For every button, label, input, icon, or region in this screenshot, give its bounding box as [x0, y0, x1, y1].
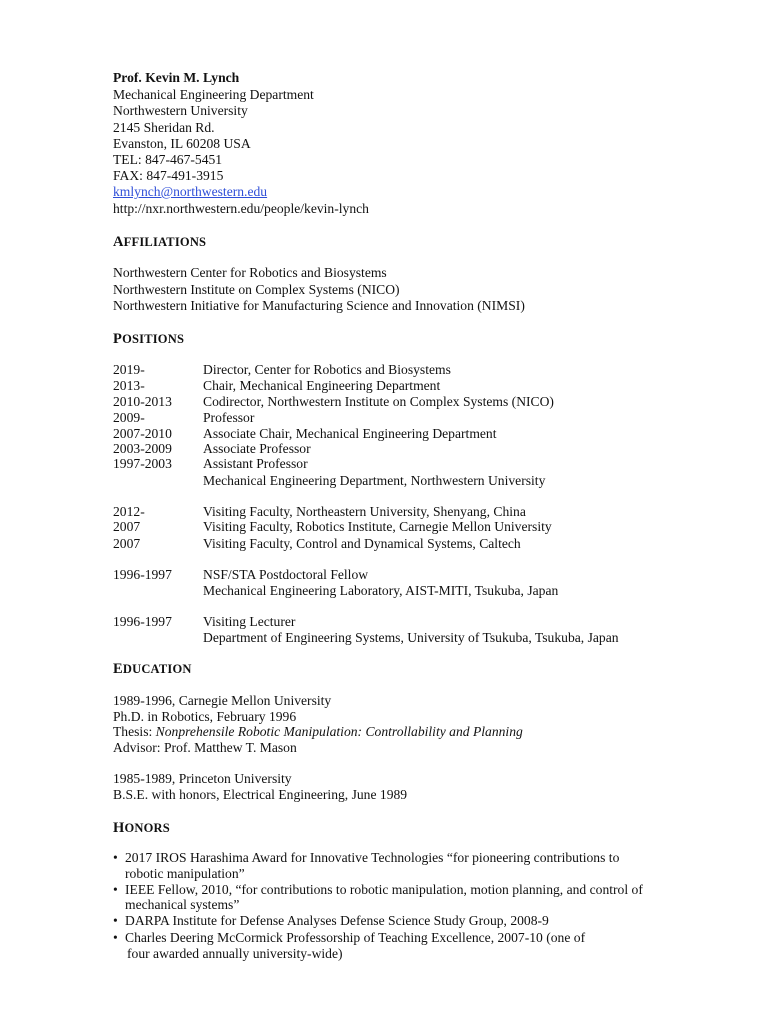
affiliation-item: Northwestern Center for Robotics and Biosystems [113, 265, 387, 280]
position-desc: Mechanical Engineering Laboratory, AIST-MITI, Tsukuba, Japan [203, 583, 559, 598]
position-year: 1997-2003 [113, 456, 172, 471]
position-year: 2009- [113, 410, 145, 425]
thesis-label: Thesis: [113, 724, 156, 739]
section-heading-positions: POSITIONS [113, 331, 185, 347]
position-desc: Associate Professor [203, 441, 311, 456]
education-bse: B.S.E. with honors, Electrical Engineering, June 1989 [113, 787, 408, 802]
department: Mechanical Engineering Department [113, 87, 314, 102]
honor-item-continued: robotic manipulation” [125, 866, 245, 881]
honor-item-continued: four awarded annually university-wide) [127, 946, 343, 961]
position-year: 2007-2010 [113, 426, 172, 441]
cv-name: Prof. Kevin M. Lynch [113, 70, 240, 85]
street-address: 2145 Sheridan Rd. [113, 120, 215, 135]
affiliation-item: Northwestern Institute on Complex Systems (NICO) [113, 282, 400, 297]
section-heading-honors: HONORS [113, 820, 170, 836]
bullet-icon: • [113, 913, 118, 928]
position-year: 2003-2009 [113, 441, 172, 456]
position-year: 2007 [113, 536, 141, 551]
university: Northwestern University [113, 103, 248, 118]
position-desc: Visiting Faculty, Northeastern University, Shenyang, China [203, 504, 526, 519]
position-desc: Associate Chair, Mechanical Engineering Department [203, 426, 497, 441]
email-link[interactable]: kmlynch@northwestern.edu [113, 184, 268, 199]
honor-item: 2017 IROS Harashima Award for Innovative Technologies “for pioneering contributions to [125, 850, 620, 865]
position-year: 1996-1997 [113, 614, 172, 629]
bullet-icon: • [113, 930, 118, 945]
education-advisor: Advisor: Prof. Matthew T. Mason [113, 740, 297, 755]
education-princeton: 1985-1989, Princeton University [113, 771, 292, 786]
position-year: 2007 [113, 519, 141, 534]
position-desc: Director, Center for Robotics and Biosystems [203, 362, 451, 377]
honor-item: Charles Deering McCormick Professorship of Teaching Excellence, 2007-10 (one of [125, 930, 586, 945]
position-year: 2012- [113, 504, 145, 519]
section-heading-education: EDUCATION [113, 661, 192, 677]
position-desc: Visiting Lecturer [203, 614, 296, 629]
homepage-url: http://nxr.northwestern.edu/people/kevin-lynch [113, 201, 369, 216]
position-desc: Chair, Mechanical Engineering Department [203, 378, 441, 393]
position-desc: NSF/STA Postdoctoral Fellow [203, 567, 369, 582]
fax: FAX: 847-491-3915 [113, 168, 224, 183]
affiliation-item: Northwestern Initiative for Manufacturing Science and Innovation (NIMSI) [113, 298, 525, 313]
position-desc: Visiting Faculty, Control and Dynamical Systems, Caltech [203, 536, 521, 551]
bullet-icon: • [113, 882, 118, 897]
bullet-icon: • [113, 850, 118, 865]
honor-item: IEEE Fellow, 2010, “for contributions to robotic manipulation, motion planning, and control of [125, 882, 643, 897]
honor-item-continued: mechanical systems” [125, 897, 240, 912]
position-year: 1996-1997 [113, 567, 172, 582]
position-year: 2019- [113, 362, 145, 377]
position-year: 2010-2013 [113, 394, 172, 409]
honor-item: DARPA Institute for Defense Analyses Defense Science Study Group, 2008-9 [125, 913, 549, 928]
education-cmu: 1989-1996, Carnegie Mellon University [113, 693, 332, 708]
position-desc: Department of Engineering Systems, University of Tsukuba, Tsukuba, Japan [203, 630, 619, 645]
position-desc: Mechanical Engineering Department, Northwestern University [203, 473, 546, 488]
section-heading-affiliations: AFFILIATIONS [113, 234, 207, 250]
position-desc: Professor [203, 410, 255, 425]
position-year: 2013- [113, 378, 145, 393]
city-address: Evanston, IL 60208 USA [113, 136, 251, 151]
education-phd: Ph.D. in Robotics, February 1996 [113, 709, 297, 724]
telephone: TEL: 847-467-5451 [113, 152, 223, 167]
education-thesis [113, 724, 523, 740]
position-desc: Assistant Professor [203, 456, 308, 471]
position-desc: Codirector, Northwestern Institute on Complex Systems (NICO) [203, 394, 554, 409]
thesis-title: Nonprehensile Robotic Manipulation: Controllability and Planning [155, 724, 523, 739]
position-desc: Visiting Faculty, Robotics Institute, Carnegie Mellon University [203, 519, 552, 534]
